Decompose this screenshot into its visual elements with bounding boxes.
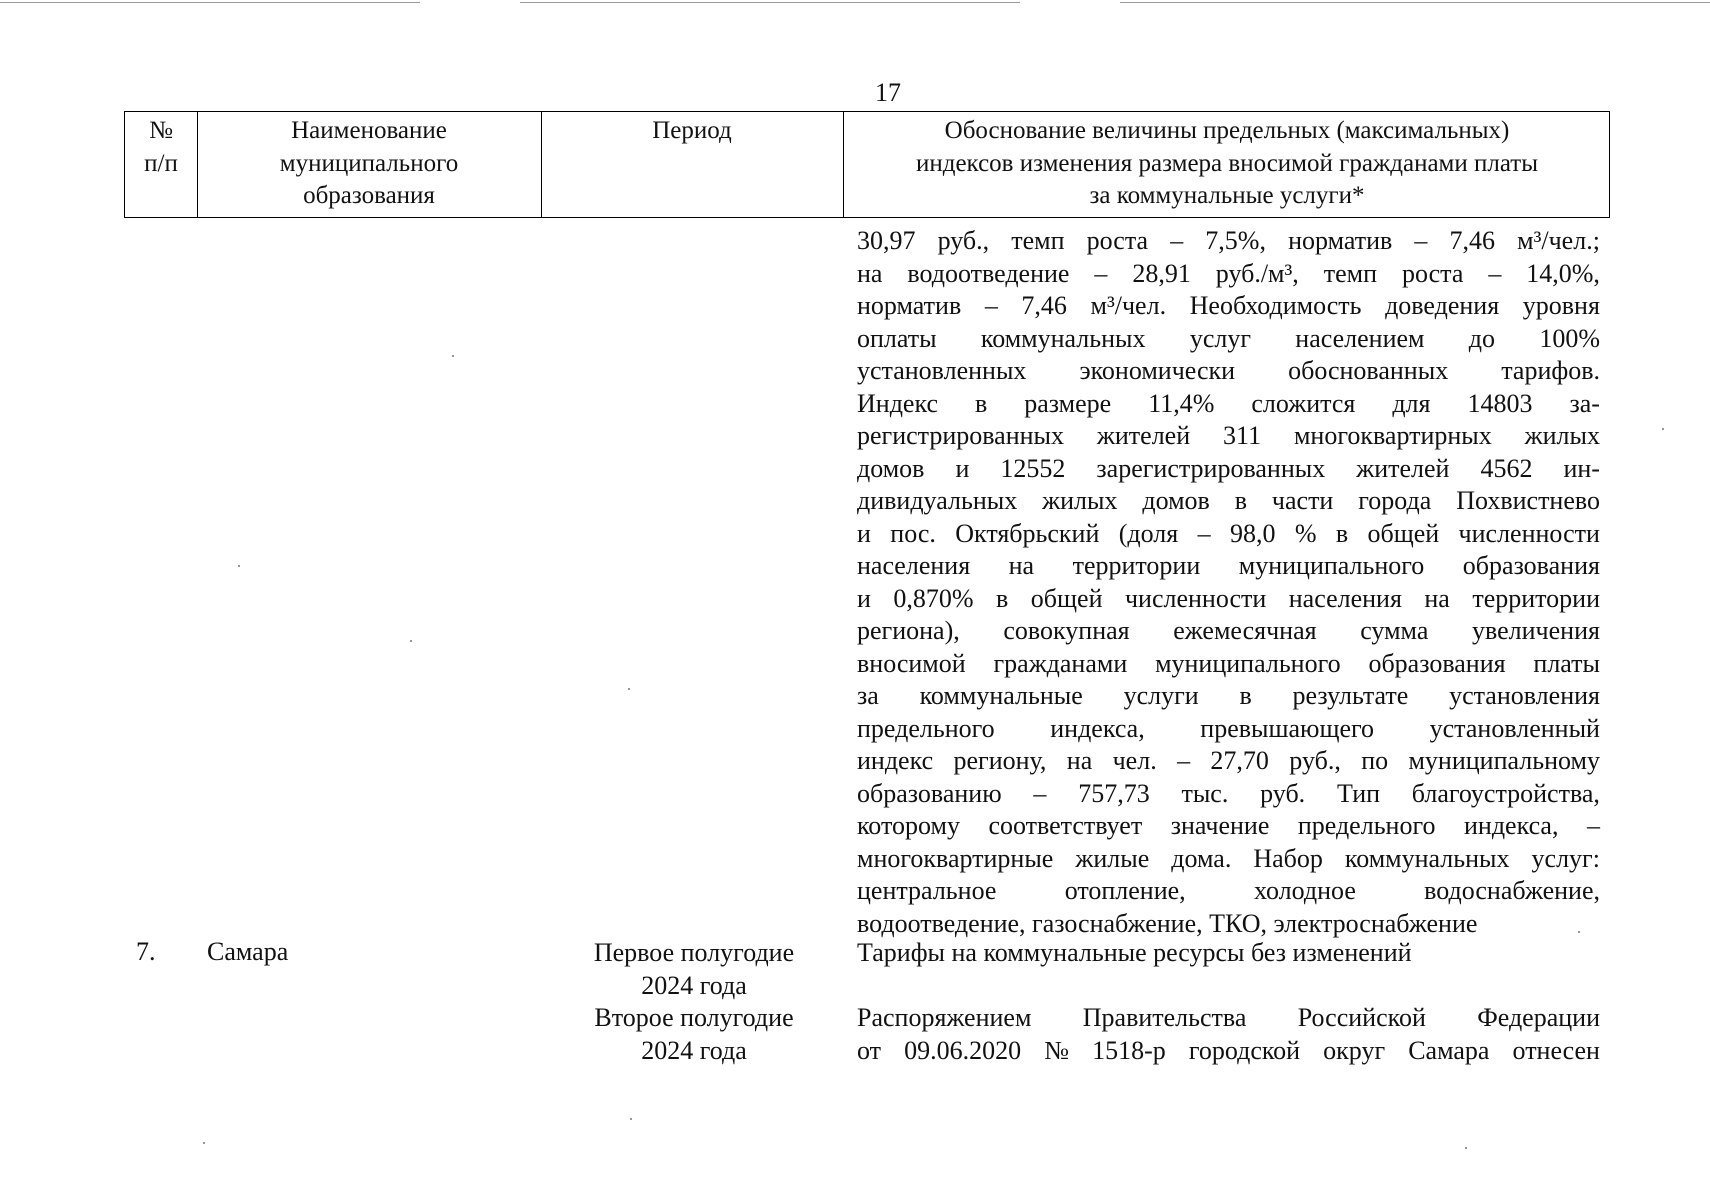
- text-line: Тарифы на коммунальные ресурсы без изменений: [857, 938, 1412, 967]
- header-justification-line: за коммунальные услуги*: [1089, 182, 1365, 209]
- scan-artifact: [520, 2, 1020, 3]
- header-period-line: Период: [652, 117, 732, 144]
- text-line: оплаты коммунальных услуг населением до 100%: [857, 323, 1600, 353]
- scan-speck: [1578, 931, 1580, 933]
- header-num-line: №: [149, 117, 173, 144]
- text-line: населения на территории муниципального образования: [857, 551, 1600, 580]
- header-name-line: Наименование: [291, 117, 447, 144]
- period-line: 2024 года: [641, 970, 747, 1000]
- text-line: индекс региону, на чел. – 27,70 руб., по муниципальному: [857, 746, 1600, 775]
- text-line: и 0,870% в общей численности населения на территории: [857, 583, 1600, 613]
- text-line: Индекс в размере 11,4% сложится для 14803 за-: [857, 388, 1600, 418]
- text-line: водоотведение, газоснабжение, ТКО, электроснабжение: [857, 908, 1478, 938]
- text-line: 30,97 руб., темп роста – 7,5%, норматив – 7,46 м³/чел.;: [857, 226, 1600, 255]
- text-line: предельного индекса, превышающего установленный: [857, 713, 1600, 743]
- header-justification-line: Обоснование величины предельных (максимальных): [944, 117, 1510, 144]
- text-line: образованию – 757,73 тыс. руб. Тип благоустройства,: [857, 778, 1600, 808]
- scan-speck: [452, 355, 454, 357]
- page-number: 17: [875, 78, 901, 107]
- header-period: [541, 115, 843, 148]
- header-justification-line: индексов изменения размера вносимой гражданами платы: [915, 149, 1539, 177]
- period-second-half: [574, 1002, 814, 1067]
- period-line: Второе полугодие: [594, 1003, 794, 1032]
- table-header: [124, 111, 1610, 218]
- period-line: 2024 года: [641, 1035, 747, 1065]
- text-line: региона), совокупная ежемесячная сумма увеличения: [857, 616, 1600, 645]
- scan-speck: [628, 688, 630, 690]
- header-name-line: муниципального: [279, 149, 459, 177]
- text-line: домов и 12552 зарегистрированных жителей 4562 ин-: [857, 453, 1600, 483]
- text-line: дивидуальных жилых домов в части города Похвистнево: [857, 486, 1600, 515]
- header-municipality: [197, 115, 541, 213]
- scan-artifact: [1120, 2, 1710, 3]
- text-line: которому соответствует значение предельного индекса, –: [857, 811, 1600, 840]
- header-name-line: образования: [303, 182, 435, 209]
- text-line: за коммунальные услуги в результате установления: [857, 681, 1600, 710]
- continuation-text: [857, 225, 1600, 940]
- period-first-half: [574, 937, 814, 1002]
- scan-speck: [203, 1142, 205, 1144]
- header-justification: [843, 115, 1611, 213]
- scan-speck: [630, 1118, 632, 1120]
- municipality-name: Самара: [207, 937, 289, 966]
- scan-artifact: [0, 2, 420, 3]
- text-line: вносимой гражданами муниципального образования платы: [857, 648, 1600, 678]
- text-line: норматив – 7,46 м³/чел. Необходимость доведения уровня: [857, 291, 1600, 320]
- second-half-text: [857, 1002, 1600, 1067]
- header-num: [125, 115, 197, 180]
- period-line: Первое полугодие: [593, 938, 795, 967]
- first-half-text: [857, 937, 1600, 970]
- text-line: и пос. Октябрьский (доля – 98,0 % в общей численности: [857, 518, 1600, 548]
- scan-speck: [1662, 428, 1664, 430]
- text-line: многоквартирные жилые дома. Набор коммунальных услуг:: [857, 843, 1600, 873]
- text-line: регистрированных жителей 311 многоквартирных жилых: [857, 421, 1600, 450]
- header-num-line: п/п: [144, 149, 178, 177]
- text-line: от 09.06.2020 № 1518-р городской округ Самара отнесен: [857, 1035, 1600, 1065]
- text-line: установленных экономически обоснованных тарифов.: [857, 356, 1600, 385]
- scan-speck: [410, 640, 412, 642]
- text-line: Распоряжением Правительства Российской Федерации: [857, 1003, 1600, 1032]
- scan-speck: [1465, 1147, 1467, 1149]
- text-line: на водоотведение – 28,91 руб./м³, темп роста – 14,0%,: [857, 258, 1600, 288]
- row-number: 7.: [136, 937, 156, 966]
- scan-speck: [238, 565, 240, 567]
- text-line: центральное отопление, холодное водоснабжение,: [857, 876, 1600, 905]
